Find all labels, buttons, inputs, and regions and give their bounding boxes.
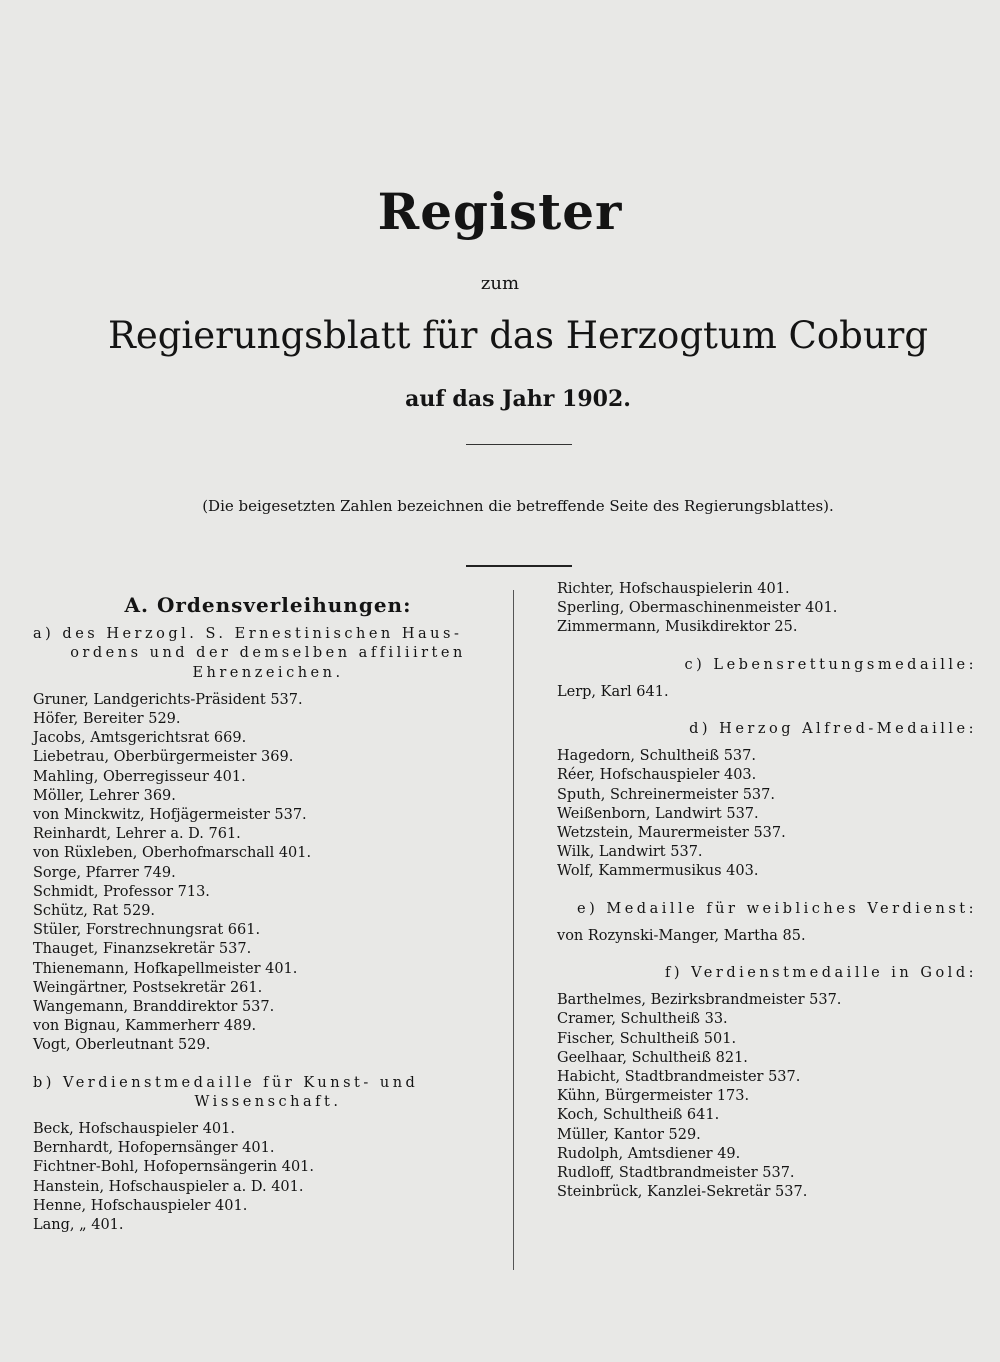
list-entry: Höfer, Bereiter 529. (33, 711, 181, 728)
subsection-b-heading (33, 1074, 503, 1112)
list-entry: Cramer, Schultheiß 33. (557, 1011, 728, 1028)
list-entry: Koch, Schultheiß 641. (557, 1107, 720, 1124)
list-entry: von Bignau, Kammerherr 489. (33, 1018, 257, 1035)
list-e (557, 927, 977, 946)
list-entry: Hagedorn, Schultheiß 537. (557, 748, 756, 765)
explanatory-note: (Die beigesetzten Zahlen bezeichnen die betreffende Seite des Regierungsblattes). (202, 497, 834, 515)
list-entry: Sorge, Pfarrer 749. (33, 864, 176, 881)
subsection-b-line2: Wissenschaft. (194, 1093, 342, 1110)
list-b (33, 1120, 503, 1235)
list-f (557, 991, 977, 1202)
list-entry: Jacobs, Amtsgerichtsrat 669. (33, 730, 247, 747)
page-year: auf das Jahr 1902. (405, 386, 631, 412)
list-entry: Thienemann, Hofkapellmeister 401. (33, 960, 298, 977)
list-entry: Habicht, Stadtbrandmeister 537. (557, 1069, 801, 1086)
list-entry: Liebetrau, Oberbürgermeister 369. (33, 749, 294, 766)
list-entry: Rudloff, Stadtbrandmeister 537. (557, 1165, 795, 1182)
subsection-b-line1: b) Verdienstmedaille für Kunst- und (33, 1074, 419, 1091)
list-entry: Henne, Hofschauspieler 401. (33, 1197, 248, 1214)
list-entry: Wilk, Landwirt 537. (557, 844, 703, 861)
subsection-a-heading (33, 625, 503, 683)
list-entry: Vogt, Oberleutnant 529. (33, 1037, 211, 1054)
list-d (557, 747, 977, 881)
list-entry: Lang, „ 401. (33, 1217, 124, 1234)
list-entry: Kühn, Bürgermeister 173. (557, 1088, 750, 1105)
list-entry: Müller, Kantor 529. (557, 1126, 701, 1143)
right-column (557, 580, 977, 1202)
list-entry: von Rüxleben, Oberhofmarschall 401. (33, 845, 312, 862)
list-entry: Möller, Lehrer 369. (33, 787, 176, 804)
list-entry: Steinbrück, Kanzlei-Sekretär 537. (557, 1184, 808, 1201)
divider-rule (466, 444, 572, 445)
list-entry: Schmidt, Professor 713. (33, 883, 210, 900)
list-entry: von Rozynski-Manger, Martha 85. (557, 927, 806, 944)
list-entry: Lerp, Karl 641. (557, 683, 669, 700)
list-entry: Bernhardt, Hofopernsänger 401. (33, 1140, 275, 1157)
list-entry: Fischer, Schultheiß 501. (557, 1030, 737, 1047)
list-entry: Weingärtner, Postsekretär 261. (33, 979, 263, 996)
list-entry: Beck, Hofschauspieler 401. (33, 1121, 235, 1138)
list-entry: Wolf, Kammermusikus 403. (557, 863, 759, 880)
list-entry: Sputh, Schreinermeister 537. (557, 786, 775, 803)
list-entry: Schütz, Rat 529. (33, 903, 156, 920)
subsection-a-line1: a) des Herzogl. S. Ernestinischen Haus- (33, 626, 463, 643)
list-b-continued (557, 580, 977, 638)
page-subtitle: Regierungsblatt für das Herzogtum Coburg (107, 314, 929, 357)
list-entry: Réer, Hofschauspieler 403. (557, 767, 757, 784)
subsection-c-heading: c) Lebensrettungsmedaille: (684, 656, 977, 673)
subsection-d-heading: d) Herzog Alfred-Medaille: (689, 721, 977, 738)
title-zum: zum (480, 273, 520, 294)
list-entry: von Minckwitz, Hofjägermeister 537. (33, 807, 307, 824)
divider-rule-bold (466, 565, 572, 567)
page-title: Register (377, 182, 623, 241)
list-entry: Fichtner-Bohl, Hofopernsängerin 401. (33, 1159, 315, 1176)
list-entry: Rudolph, Amtsdiener 49. (557, 1145, 741, 1162)
list-entry: Sperling, Obermaschinenmeister 401. (557, 600, 838, 617)
list-entry: Zimmermann, Musikdirektor 25. (557, 619, 798, 636)
list-entry: Stüler, Forstrechnungsrat 661. (33, 922, 261, 939)
list-entry: Weißenborn, Landwirt 537. (557, 805, 759, 822)
section-a-heading: A. Ordensverleihungen: (124, 593, 412, 617)
column-divider (513, 590, 514, 1270)
list-entry: Richter, Hofschauspielerin 401. (557, 581, 790, 597)
list-entry: Reinhardt, Lehrer a. D. 761. (33, 826, 241, 843)
list-entry: Mahling, Oberregisseur 401. (33, 768, 246, 785)
subsection-a-line3: Ehrenzeichen. (192, 664, 344, 681)
left-column (33, 593, 503, 1235)
list-entry: Wangemann, Branddirektor 537. (33, 999, 275, 1016)
list-entry: Hanstein, Hofschauspieler a. D. 401. (33, 1178, 304, 1195)
list-entry: Gruner, Landgerichts-Präsident 537. (33, 691, 303, 708)
list-entry: Thauget, Finanzsekretär 537. (33, 941, 252, 958)
list-entry: Barthelmes, Bezirksbrandmeister 537. (557, 992, 842, 1009)
subsection-a-line2: ordens und der demselben affiliirten (70, 645, 466, 662)
subsection-e-heading: e) Medaille für weibliches Verdienst: (577, 900, 977, 917)
subsection-f-heading: f) Verdienstmedaille in Gold: (665, 965, 977, 982)
list-c (557, 683, 977, 702)
list-entry: Wetzstein, Maurermeister 537. (557, 825, 786, 842)
list-a (33, 691, 503, 1056)
list-entry: Geelhaar, Schultheiß 821. (557, 1049, 748, 1066)
